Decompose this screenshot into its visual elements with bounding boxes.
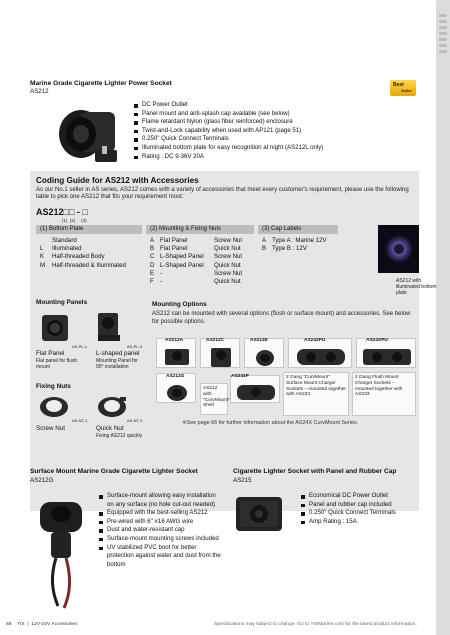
option-label: AS242PU	[304, 338, 326, 343]
feature-item: Surface-mount mounting screws included	[99, 535, 224, 544]
feature-item: Economical DC Power Outlet	[301, 492, 431, 501]
feature-item: Illuminated bottom plate for easy recognition at night (AS212L only)	[134, 144, 424, 153]
quick-nut-name: Quick Nut	[96, 425, 124, 432]
mounting-row: A Flat Panel Screw Nut	[150, 237, 243, 244]
two-gang-surface-note: 2 Gang "CurvMount" Surface Mount Charger Sockets – mounted together with AS233	[283, 372, 349, 416]
mounting-options-title: Mounting Options	[152, 301, 207, 308]
feature-item: Equipped with the best-selling AS212	[99, 509, 224, 518]
illuminated-caption: AS212 with illuminated bottom plate	[396, 278, 437, 296]
l-shaped-panel-image	[96, 311, 122, 343]
mounting-panels-title: Mounting Panels	[36, 299, 88, 306]
badge-line-2: Seller	[401, 88, 412, 93]
quick-nut-image	[96, 393, 128, 419]
best-seller-badge	[390, 80, 416, 96]
option-label: AS24SPU	[366, 338, 388, 343]
feature-item: Amp Rating : 15A	[301, 518, 431, 527]
feature-item: UV stabilized PVC boot for better protection against water and dust from the bottom	[99, 544, 224, 570]
mounting-options-desc: AS212 can be mounted with several options (flush or surface mount) and accessories. See below for possible options.	[152, 311, 411, 325]
panel-socket-image	[232, 491, 292, 537]
mounting-row: C L-Shaped Panel Screw Nut	[150, 253, 243, 261]
flat-panel-desc: Flat panel for flush mount	[36, 358, 78, 370]
mounting-row: B Flat Panel Quick Nut	[150, 245, 241, 253]
panel-product-title: Cigarette Lighter Socket with Panel and Rubber Cap	[233, 468, 397, 475]
product-feature-list	[134, 101, 424, 161]
l-shaped-panel-tag: AS-PL-3	[127, 344, 143, 349]
mounting-nuts-list	[150, 237, 260, 286]
fixing-nuts-title: Fixing Nuts	[36, 383, 71, 390]
panel-feature-list	[301, 492, 431, 526]
bottom-plate-row: K Half-threaded Body	[40, 253, 105, 261]
screw-nut-name: Screw Nut	[36, 425, 66, 432]
surface-socket-image	[34, 498, 90, 610]
tab-mounting-nuts: (2) Mounting & Fixing Nuts	[146, 225, 254, 234]
mounting-row: E - Screw Nut	[150, 269, 243, 277]
coding-guide-title: Coding Guide for AS212 with Accessories	[36, 176, 199, 185]
feature-item: DC Power Outlet	[134, 101, 424, 110]
feature-item: Flame retardant Nylon (glass fiber reinforced) enclosure	[134, 118, 424, 127]
flat-panel-tag: AS-PL-1	[72, 344, 88, 349]
screw-nut-image	[38, 393, 70, 419]
cap-labels-list	[262, 237, 342, 253]
option-label: AS212E	[250, 338, 268, 343]
feature-item: 0.250" Quick Connect Terminals	[134, 135, 424, 144]
cap-label-row: A Type A : Marine 12V	[262, 237, 327, 244]
flat-panel-image	[40, 313, 70, 343]
cap-label-row: B Type B : 12V	[262, 245, 307, 253]
feature-item: Pre-wired with 6" #16 AWG wire	[99, 518, 224, 527]
shell-note: AS212 with "CurvMount" Shell	[200, 383, 228, 415]
footer-page-info: 68 YIS | 12V-24V Accessories	[6, 622, 78, 627]
product-code: AS212	[30, 88, 49, 95]
power-socket-image	[55, 102, 127, 168]
badge-line-1: Best	[393, 82, 404, 88]
see-more-note: ※See page 66 for further information about the AS24X CurvMount Series.	[182, 420, 359, 426]
bottom-plate-row: M Half-threaded & Illuminated	[40, 261, 126, 269]
tab-bottom-plate: (1) Bottom Plate	[36, 225, 142, 234]
illuminated-socket-glow-icon	[378, 225, 419, 273]
quick-nut-tag: AS-NT-2	[127, 418, 143, 423]
feature-item: Panel mount and anti-splash cap available (see below)	[134, 110, 424, 119]
surface-product-code: AS212G	[30, 477, 54, 484]
bottom-plate-row: L Illuminated	[40, 245, 82, 253]
feature-item: Rating : DC 9-36V 20A	[134, 153, 424, 162]
screw-nut-tag: AS-NT-1	[72, 418, 88, 423]
two-gang-flush-note: 2 Gang Flush Mount Charger Sockets – mounted together with AS233	[352, 372, 416, 416]
l-shaped-panel-desc: Mounting Panel for 90° installation	[96, 358, 138, 370]
option-thumb-as241p	[230, 375, 280, 403]
flat-panel-name: Flat Panel	[36, 350, 65, 357]
illuminated-socket-image	[378, 225, 419, 273]
feature-item: Panel and rubber cap included	[301, 501, 431, 510]
tab-cap-labels: (3) Cap Labels	[258, 225, 338, 234]
feature-item: Surface-mount allowing easy installation on any surface (no hole cut-out needed)	[99, 492, 224, 509]
quick-nut-desc: Fixing AS212 quickly	[96, 433, 143, 439]
option-label: AS241P	[231, 374, 249, 379]
option-label: AS212C	[206, 338, 225, 343]
mounting-row: D L-Shaped Panel Quick Nut	[150, 261, 241, 269]
feature-item: 0.250" Quick Connect Terminals	[301, 509, 431, 518]
bottom-plate-row: Standard	[52, 237, 77, 244]
coding-guide-code: AS212□□ - □	[36, 207, 88, 217]
panel-product-code: AS215	[233, 477, 252, 484]
coding-guide-code-positions: (1) (2) (3)	[62, 218, 87, 223]
option-label: AS212A	[165, 338, 184, 343]
product-title: Marine Grade Cigarette Lighter Power Socket	[30, 80, 172, 87]
page-edge-strip	[436, 0, 450, 635]
mounting-row: F - Quick Nut	[150, 278, 241, 286]
surface-feature-list	[99, 492, 224, 569]
coding-guide-intro: As our No.1 seller in AS series, AS212 comes with a variety of accessories that meet every customer's requirement, please use the following table to pick one AS212 that fits your requirement most:	[36, 187, 409, 201]
surface-product-title: Surface Mount Marine Grade Cigarette Lighter Socket	[30, 468, 198, 475]
l-shaped-panel-name: L-shaped panel	[96, 350, 140, 357]
footer-disclaimer: Specifications may subject to change. Go to YISMarine.com for the latest product information.	[214, 622, 417, 627]
feature-item: Dust and water-resistant cap	[99, 526, 224, 535]
bottom-plate-list	[40, 237, 144, 270]
option-label: AS212G	[166, 374, 185, 379]
feature-item: Twist-and-Lock capability when used with AP121 (page 51)	[134, 127, 424, 136]
